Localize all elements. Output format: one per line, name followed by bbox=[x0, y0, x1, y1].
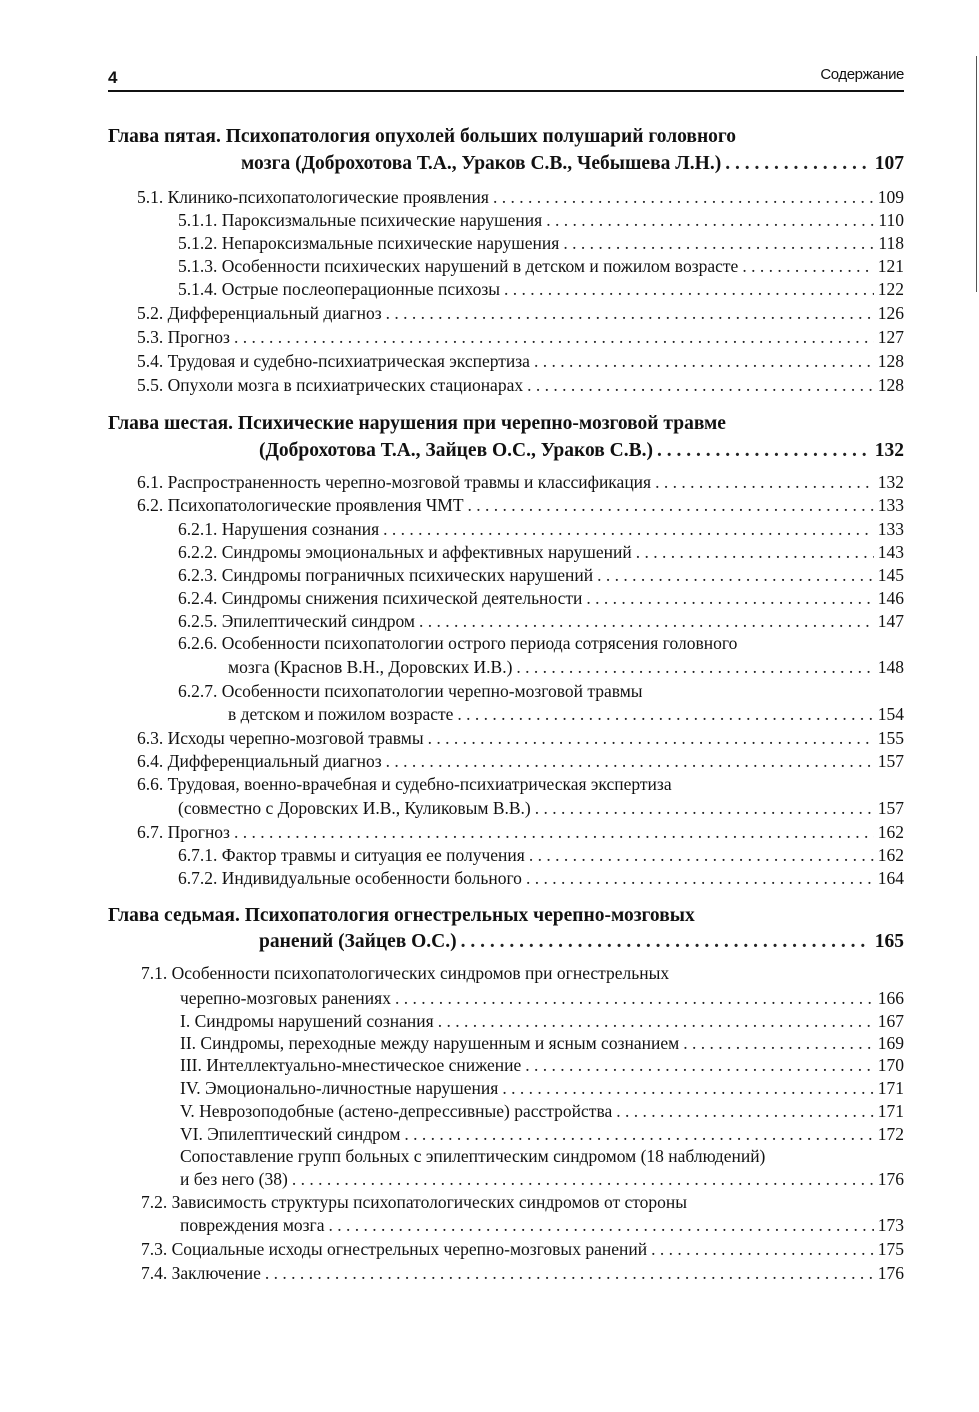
toc-entry[interactable]: 5.1.3. Особенности психических нарушений в детском и пожилом возрасте . . . 121 bbox=[178, 255, 904, 277]
toc-entry[interactable]: 7.1. Особенности психопатологических синдромов при огнестрельных bbox=[141, 963, 670, 983]
toc-entry[interactable]: VI. Эпилептический синдром . . . 172 bbox=[180, 1123, 904, 1145]
toc-entry[interactable]: 6.2.5. Эпилептический синдром . . . 147 bbox=[178, 610, 904, 632]
toc-entry[interactable]: II. Синдромы, переходные между нарушенным и ясным сознанием . . . 169 bbox=[180, 1032, 904, 1054]
page-header bbox=[108, 62, 904, 92]
toc-entry[interactable]: 7.4. Заключение . . . 176 bbox=[141, 1262, 904, 1284]
toc-entry[interactable]: 5.1.2. Непароксизмальные психические нарушения . . . 118 bbox=[178, 232, 904, 254]
toc-entry[interactable]: 6.2.7. Особенности психопатологии черепно-мозговой травмы bbox=[178, 681, 643, 701]
toc-entry[interactable]: 7.3. Социальные исходы огнестрельных черепно-мозговых ранений . . . 175 bbox=[141, 1238, 904, 1260]
chapter-6-title[interactable]: Глава шестая. Психические нарушения при черепно-мозговой травме bbox=[108, 413, 726, 434]
toc-entry-cont[interactable]: (совместно с Доровских И.В., Куликовым В.В.) . . . 157 bbox=[178, 797, 904, 819]
page-ref: 107 bbox=[874, 153, 904, 174]
toc-entry[interactable]: 6.3. Исходы черепно-мозговой травмы . . . 155 bbox=[137, 727, 904, 749]
chapter-7-title-cont[interactable]: ранений (Зайцев О.С.) . . . 165 bbox=[259, 929, 904, 955]
running-title: Содержание bbox=[820, 66, 904, 83]
toc-entry-cont[interactable]: черепно-мозговых ранениях . . . 166 bbox=[180, 987, 904, 1009]
page-number: 4 bbox=[108, 68, 118, 87]
toc-entry[interactable]: Сопоставление групп больных с эпилептическим синдромом (18 наблюдений) bbox=[180, 1146, 766, 1166]
toc-entry[interactable]: V. Неврозоподобные (астено-депрессивные) расстройства . . . 171 bbox=[180, 1100, 904, 1122]
toc-entry[interactable]: 6.7.2. Индивидуальные особенности больного . . . 164 bbox=[178, 867, 904, 889]
toc-entry[interactable]: 5.4. Трудовая и судебно-психиатрическая экспертиза . . . 128 bbox=[137, 350, 904, 372]
toc-entry[interactable]: IV. Эмоционально-личностные нарушения . . . 171 bbox=[180, 1077, 904, 1099]
toc-entry[interactable]: 6.2.2. Синдромы эмоциональных и аффективных нарушений . . . 143 bbox=[178, 541, 904, 563]
chapter-5-title-cont[interactable]: мозга (Доброхотова Т.А., Ураков С.В., Чебышева Л.Н.) . . . 107 bbox=[241, 151, 904, 177]
leader-dots bbox=[725, 151, 871, 177]
toc-entry[interactable]: 5.1.1. Пароксизмальные психические нарушения . . . 110 bbox=[178, 209, 904, 231]
toc-entry[interactable]: 7.2. Зависимость структуры психопатологических синдромов от стороны bbox=[141, 1192, 688, 1212]
toc-entry[interactable]: 6.2.3. Синдромы пограничных психических нарушений . . . 145 bbox=[178, 564, 904, 586]
toc-entry-cont[interactable]: повреждения мозга . . . 173 bbox=[180, 1214, 904, 1236]
toc-entry[interactable]: 6.2. Психопатологические проявления ЧМТ . . . 133 bbox=[137, 494, 904, 516]
toc-entry[interactable]: 6.1. Распространенность черепно-мозговой травмы и классификация . . . 132 bbox=[137, 471, 904, 493]
toc-entry-cont[interactable]: и без него (38) . . . 176 bbox=[180, 1168, 904, 1190]
toc-entry[interactable]: 6.4. Дифференциальный диагноз . . . 157 bbox=[137, 750, 904, 772]
toc-entry[interactable]: 6.6. Трудовая, военно-врачебная и судебно-психиатрическая экспертиза bbox=[137, 774, 672, 794]
toc-entry[interactable]: 5.2. Дифференциальный диагноз . . . 126 bbox=[137, 302, 904, 324]
toc-entry[interactable]: 5.3. Прогноз . . . 127 bbox=[137, 326, 904, 348]
toc-entry[interactable]: III. Интеллектуально-мнестическое снижение . . . 170 bbox=[180, 1054, 904, 1076]
chapter-7-title[interactable]: Глава седьмая. Психопатология огнестрельных черепно-мозговых bbox=[108, 905, 695, 926]
toc-entry[interactable]: 6.7.1. Фактор травмы и ситуация ее получения . . . 162 bbox=[178, 844, 904, 866]
toc-entry-cont[interactable]: в детском и пожилом возрасте . . . 154 bbox=[228, 703, 904, 725]
toc-entry[interactable]: 5.1. Клинико-психопатологические проявления . . . 109 bbox=[137, 186, 904, 208]
toc-entry[interactable]: 5.5. Опухоли мозга в психиатрических стационарах . . . 128 bbox=[137, 374, 904, 396]
toc-entry[interactable]: I. Синдромы нарушений сознания . . . 167 bbox=[180, 1010, 904, 1032]
toc-entry[interactable]: 6.7. Прогноз . . . 162 bbox=[137, 821, 904, 843]
toc-entry[interactable]: 6.2.4. Синдромы снижения психической деятельности . . . 146 bbox=[178, 587, 904, 609]
chapter-6-title-cont[interactable]: (Доброхотова Т.А., Зайцев О.С., Ураков С.В.) . . . 132 bbox=[259, 438, 904, 464]
toc-entry[interactable]: 6.2.6. Особенности психопатологии острого периода сотрясения головного bbox=[178, 633, 738, 653]
toc-entry-cont[interactable]: мозга (Краснов В.Н., Доровских И.В.) . . . 148 bbox=[228, 656, 904, 678]
toc-entry[interactable]: 6.2.1. Нарушения сознания . . . 133 bbox=[178, 518, 904, 540]
toc-entry[interactable]: 5.1.4. Острые послеоперационные психозы . . . 122 bbox=[178, 278, 904, 300]
scan-edge-line bbox=[976, 56, 977, 292]
chapter-5-title[interactable]: Глава пятая. Психопатология опухолей больших полушарий головного bbox=[108, 126, 737, 147]
